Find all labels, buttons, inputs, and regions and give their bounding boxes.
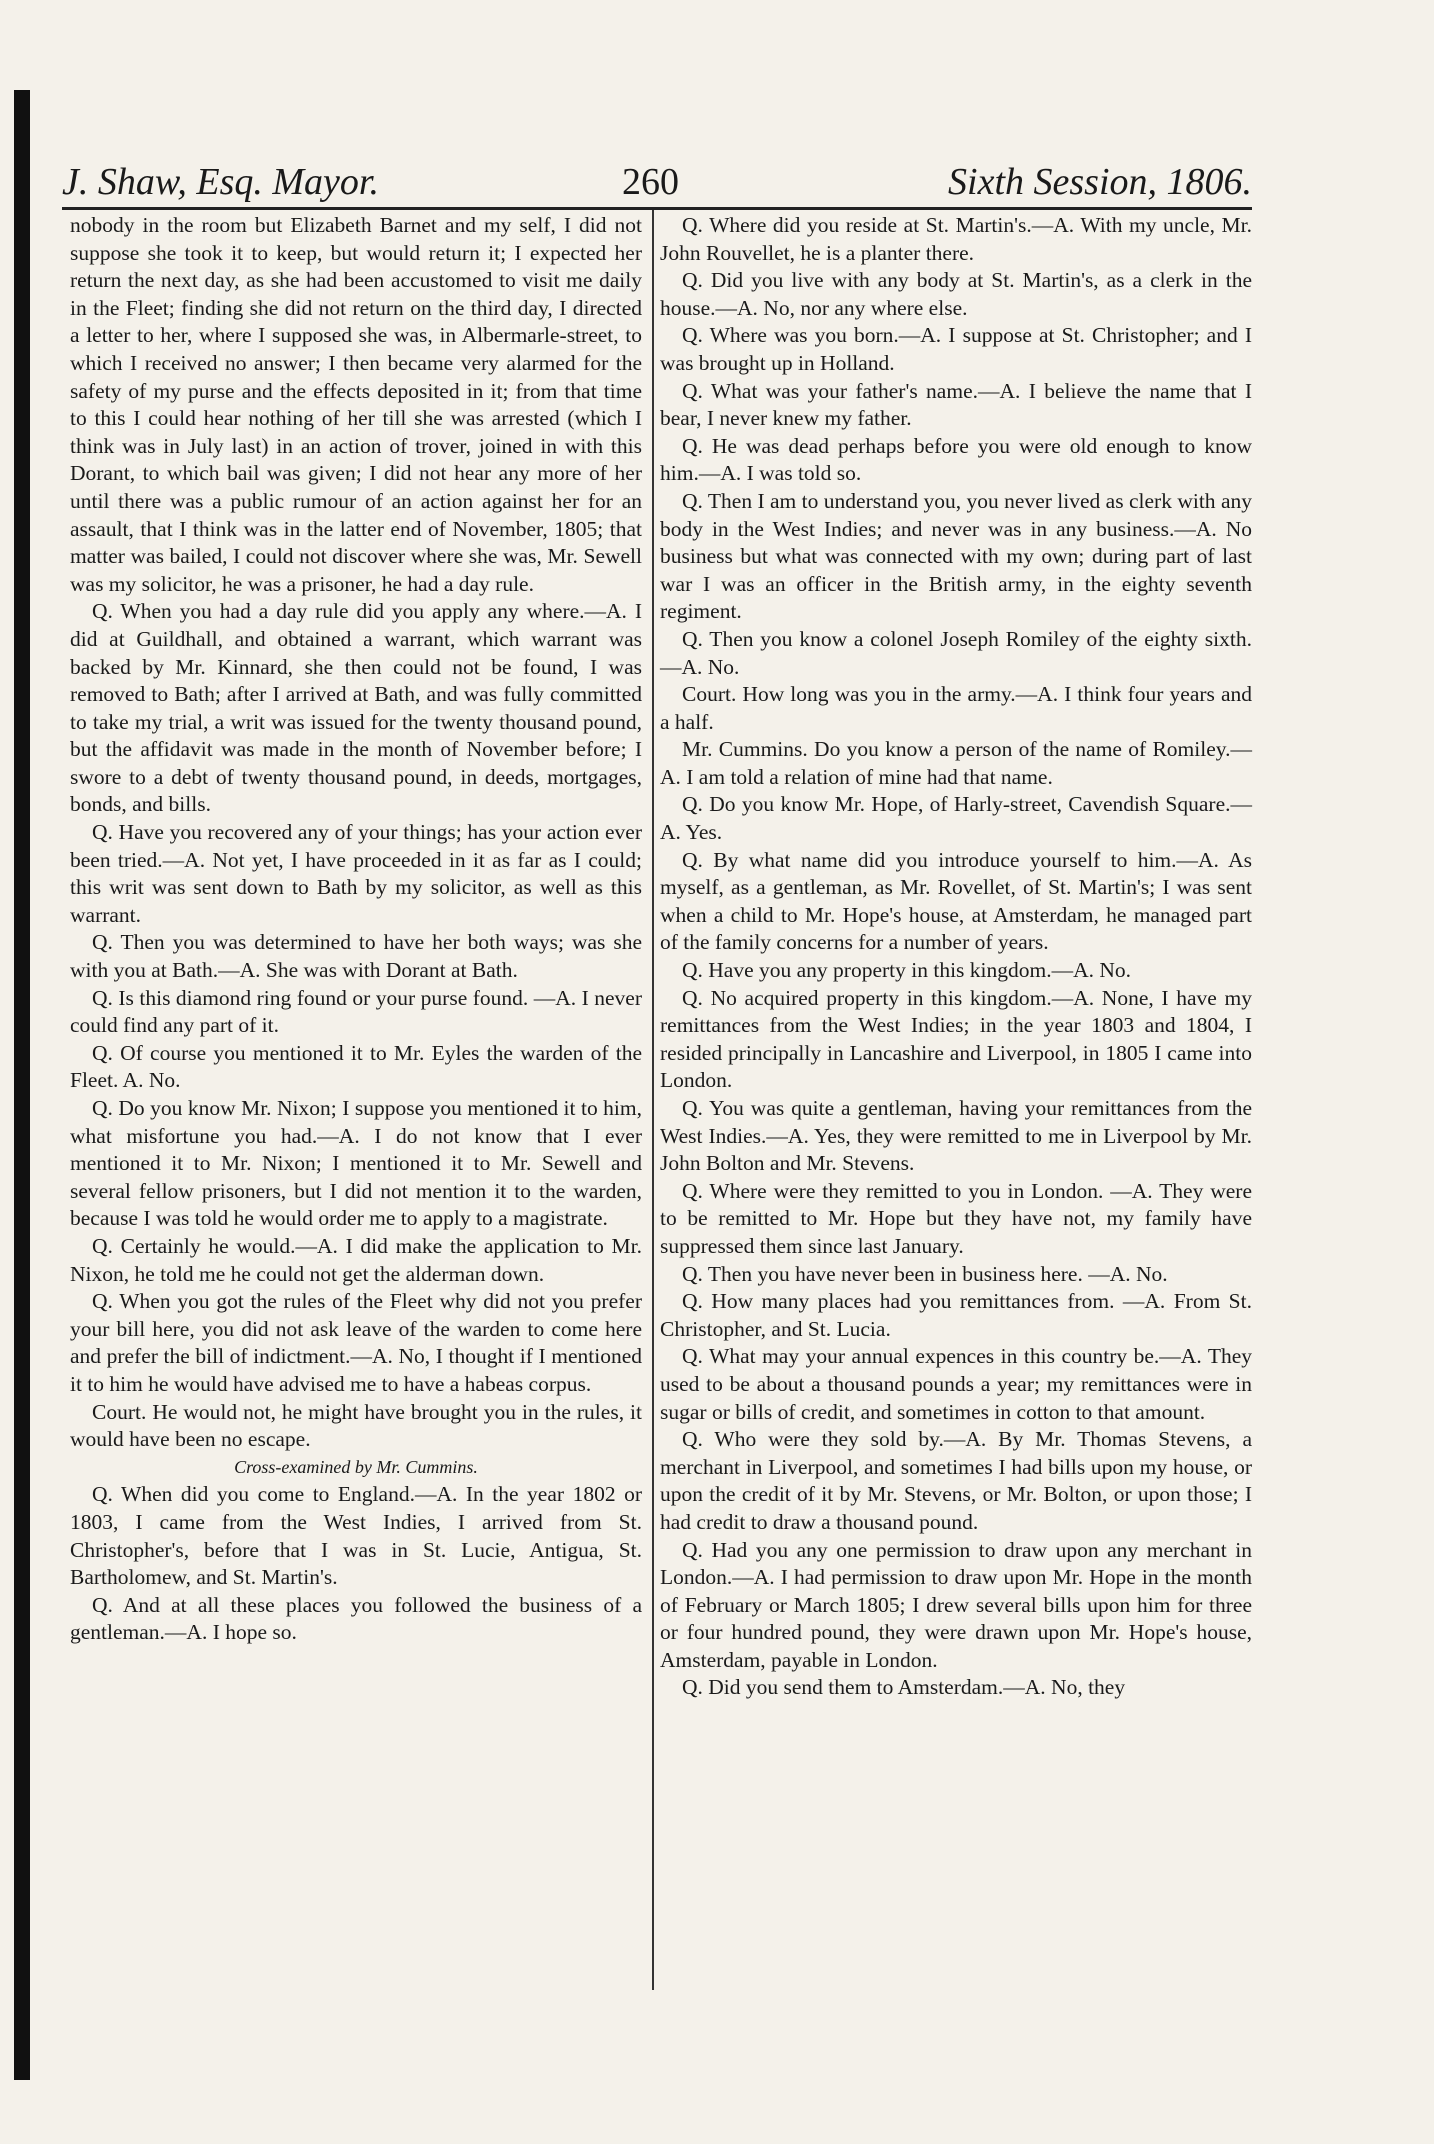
- paragraph: Q. When you had a day rule did you apply any where.—A. I did at Guildhall, and obtained a warrant, which warrant was backed by Mr. Kinnard, she then could not be found, I was removed to Bath; after I arrived at Bath, and was fully committed to take my trial, a writ was issued for the twenty thousand pound, but the affidavit was made in the month of November before; I swore to a debt of twenty thousand pound, in deeds, mortgages, bonds, and bills.: [70, 599, 642, 817]
- paragraph: Q. Who were they sold by.—A. By Mr. Thomas Stevens, a merchant in Liverpool, and sometimes I had bills upon my house, or upon the credit of it by Mr. Stevens, or Mr. Bolton, or upon those; I had credit to draw a thousand pound.: [660, 1427, 1252, 1534]
- paragraph: Q. Where were they remitted to you in London. —A. They were to be remitted to Mr. Hope but they have not, my family have suppressed them since last January.: [660, 1178, 1252, 1258]
- paragraph: Court. How long was you in the army.—A. I think four years and a half.: [660, 682, 1252, 734]
- running-header: [62, 160, 1252, 210]
- paragraph: Q. Then you have never been in business here. —A. No.: [682, 1261, 1168, 1286]
- paragraph: Court. He would not, he might have brought you in the rules, it would have been no escape.: [70, 1399, 642, 1452]
- paragraph: Q. How many places had you remittances from. —A. From St. Christopher, and St. Lucia.: [660, 1289, 1252, 1341]
- paragraph: nobody in the room but Elizabeth Barnet and my self, I did not suppose she took it to keep, but would return it; I expected her return the next day, as she had been accustomed to visit me daily in the Fleet; finding she did not return on the third day, I directed a letter to her, where I supposed she was, in Albermarle-street, to which I received no answer; I then became very alarmed for the safety of my purse and the effects deposited in it; from that time to this I could hear nothing of her till she was arrested (which I think was in July last) in an action of trover, joined in with this Dorant, to which bail was given; I did not hear any more of her until there was a public rumour of an action against her for an assault, that I think was in the latter end of November, 1805; that matter was bailed, I could not discover where she was, Mr. Sewell was my solicitor, he was a prisoner, he had a day rule.: [70, 213, 642, 596]
- paragraph: Q. Where was you born.—A. I suppose at St. Christopher; and I was brought up in Holland.: [660, 323, 1252, 375]
- paragraph: Q. When you got the rules of the Fleet why did not you prefer your bill here, you did not ask leave of the warden to come here and prefer the bill of indictment.—A. No, I thought if I mentioned it to him he would have advised me to have a habeas corpus.: [70, 1289, 642, 1396]
- paragraph: Q. Have you recovered any of your things; has your action ever been tried.—A. Not yet, I have proceeded in it as far as I could; this writ was sent down to Bath by my solicitor, as well as this warrant.: [70, 820, 642, 927]
- paragraph: Mr. Cummins. Do you know a person of the name of Romiley.—A. I am told a relation of mine had that name.: [660, 737, 1252, 789]
- column-divider: [652, 210, 654, 1990]
- paragraph: Q. Then you know a colonel Joseph Romiley of the eighty sixth.—A. No.: [660, 626, 1252, 679]
- right-column: [660, 212, 1252, 1702]
- paragraph: Q. When did you come to England.—A. In the year 1802 or 1803, I came from the West Indies, I arrived from St. Christopher's, before that I was in St. Lucie, Antigua, St. Bartholomew, and St. Martin's.: [70, 1482, 642, 1590]
- paragraph: Q. Do you know Mr. Hope, of Harly-street, Cavendish Square.—A. Yes.: [660, 792, 1252, 845]
- left-column: [70, 212, 642, 1647]
- paragraph: Q. Had you any one permission to draw upon any merchant in London.—A. I had permission to draw upon Mr. Hope in the month of February or March 1805; I drew several bills upon him for three or four hundred pound, they were drawn upon Mr. Hope's house, Amsterdam, payable in London.: [660, 1537, 1252, 1672]
- paragraph: Q. Is this diamond ring found or your purse found. —A. I never could find any part of it.: [70, 985, 642, 1038]
- paragraph: Q. Did you send them to Amsterdam.—A. No, they: [682, 1675, 1126, 1700]
- paragraph: Q. And at all these places you followed the business of a gentleman.—A. I hope so.: [70, 1592, 642, 1645]
- page-number: 260: [622, 161, 679, 203]
- scan-binding-edge: [14, 90, 30, 2080]
- header-session: Sixth Session, 1806.: [948, 161, 1252, 203]
- paragraph: Q. What may your annual expences in this country be.—A. They used to be about a thousand pounds a year; my remittances were in sugar or bills of credit, and sometimes in cotton to that amount.: [660, 1344, 1252, 1424]
- paragraph: Q. Of course you mentioned it to Mr. Eyles the warden of the Fleet. A. No.: [70, 1040, 642, 1093]
- paragraph: Q. You was quite a gentleman, having your remittances from the West Indies.—A. Yes, they were remitted to me in Liverpool by Mr. John Bolton and Mr. Stevens.: [660, 1096, 1252, 1176]
- paragraph: Q. Then I am to understand you, you never lived as clerk with any body in the West Indies; and never was in any business.—A. No business but what was connected with my own; during part of last war I was an officer in the British army, in the eighty seventh regiment.: [660, 488, 1252, 624]
- paragraph: Q. Did you live with any body at St. Martin's, as a clerk in the house.—A. No, nor any where else.: [660, 268, 1252, 320]
- paragraph: Q. By what name did you introduce yourself to him.—A. As myself, as a gentleman, as Mr. Rovellet, of St. Martin's; I was sent when a child to Mr. Hope's house, at Amsterdam, he managed part of the family concerns for a number of years.: [660, 847, 1252, 955]
- paragraph: Q. What was your father's name.—A. I believe the name that I bear, I never knew my father.: [660, 378, 1252, 431]
- paragraph: Q. No acquired property in this kingdom.—A. None, I have my remittances from the West Indies; in the year 1803 and 1804, I resided principally in Lancashire and Liverpool, in 1805 I came into London.: [660, 985, 1252, 1093]
- header-mayor: J. Shaw, Esq. Mayor.: [62, 161, 379, 203]
- header-rule: [62, 207, 1252, 210]
- paragraph: Q. Where did you reside at St. Martin's.—A. With my uncle, Mr. John Rouvellet, he is a planter there.: [660, 213, 1252, 265]
- paragraph: Q. Then you was determined to have her both ways; was she with you at Bath.—A. She was with Dorant at Bath.: [70, 930, 642, 983]
- paragraph: Q. He was dead perhaps before you were old enough to know him.—A. I was told so.: [660, 433, 1252, 486]
- paragraph: Q. Do you know Mr. Nixon; I suppose you mentioned it to him, what misfortune you had.—A. I do not know that I ever mentioned it to Mr. Nixon; I mentioned it to Mr. Sewell and several fellow prisoners, but I did not mention it to the warden, because I was told he would order me to apply to a magistrate.: [70, 1096, 642, 1231]
- paragraph: Q. Certainly he would.—A. I did make the application to Mr. Nixon, he told me he could not get the alderman down.: [70, 1233, 642, 1286]
- paragraph: Q. Have you any property in this kingdom.—A. No.: [682, 958, 1132, 983]
- paragraph: Cross-examined by Mr. Cummins.: [234, 1456, 478, 1477]
